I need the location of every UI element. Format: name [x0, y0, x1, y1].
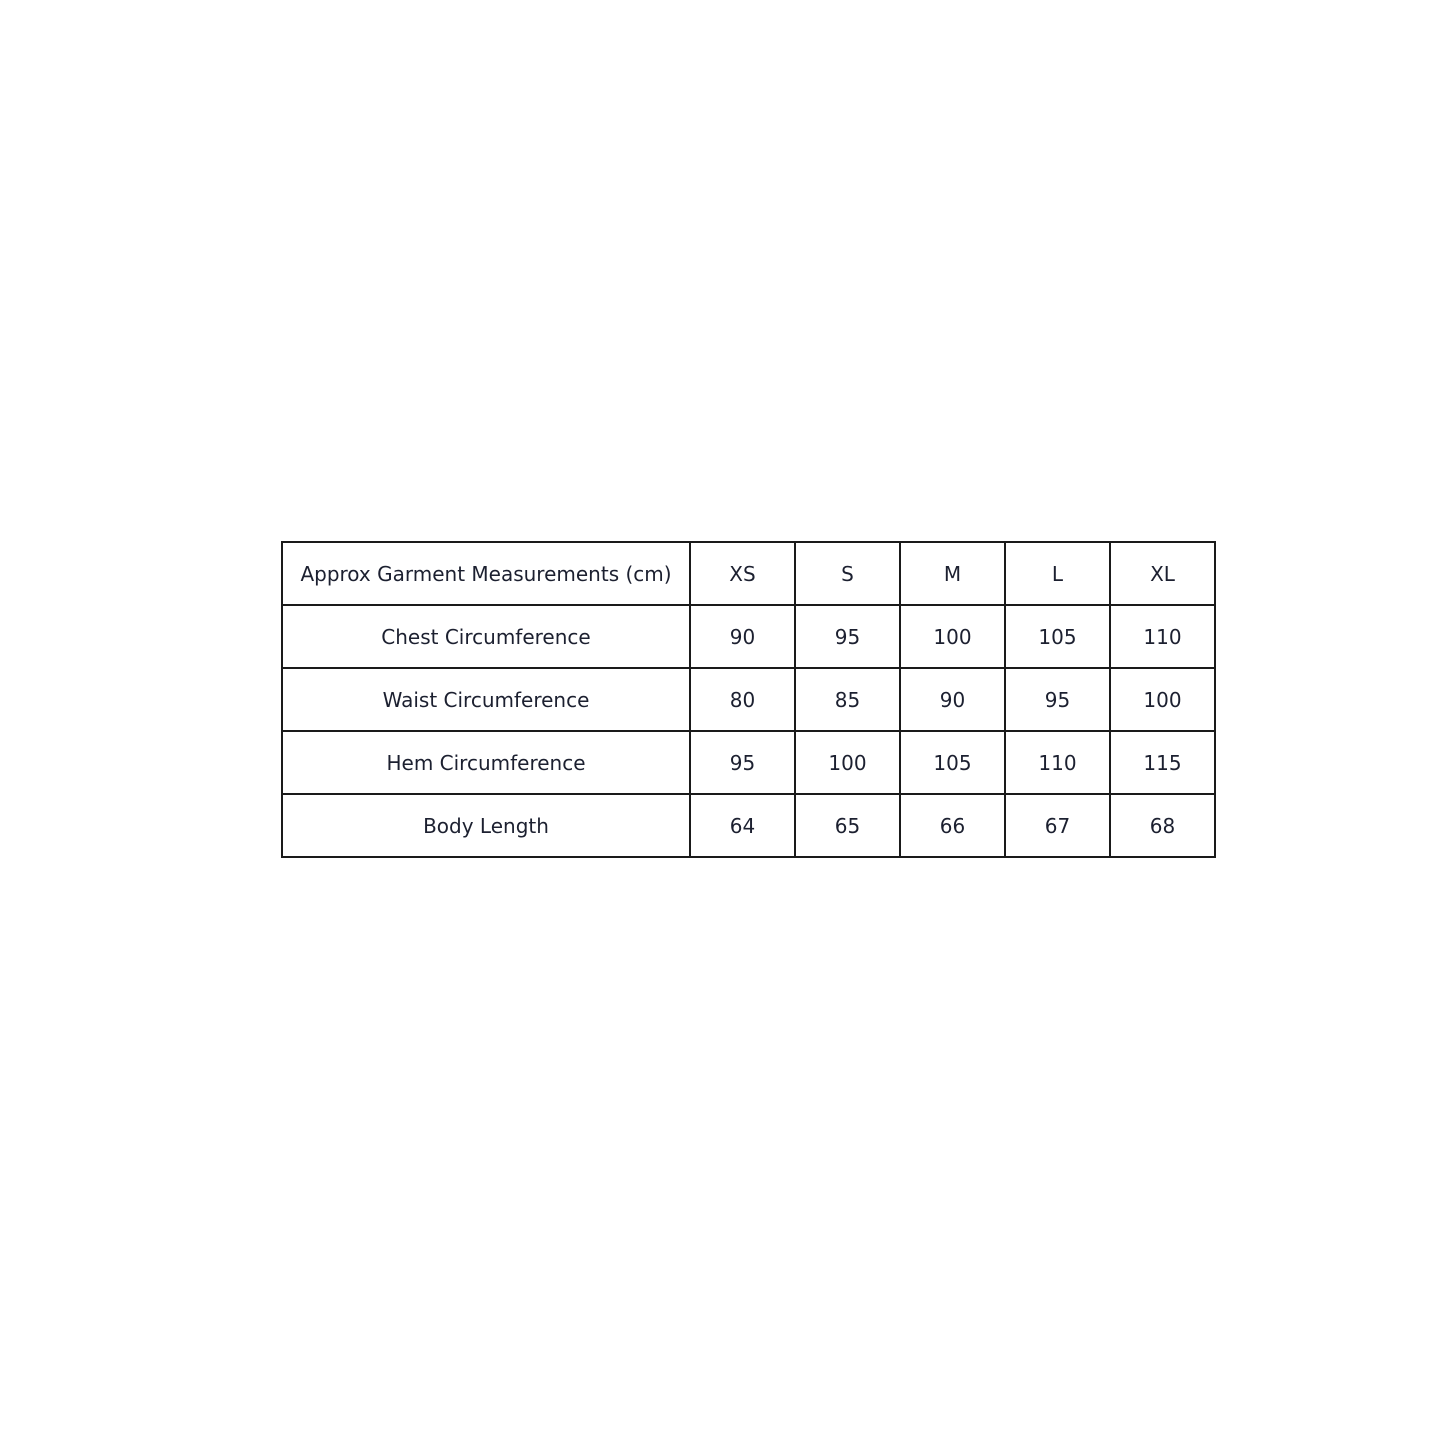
- cell-hem-s: 100: [795, 731, 900, 794]
- column-header-xs: XS: [690, 542, 795, 605]
- table-header-row: [282, 542, 1215, 605]
- row-label-chest: Chest Circumference: [282, 605, 690, 668]
- table-row-body-length: [282, 794, 1215, 857]
- column-header-l: L: [1005, 542, 1110, 605]
- cell-chest-l: 105: [1005, 605, 1110, 668]
- cell-body-length-m: 66: [900, 794, 1005, 857]
- cell-chest-xs: 90: [690, 605, 795, 668]
- column-header-m: M: [900, 542, 1005, 605]
- cell-waist-l: 95: [1005, 668, 1110, 731]
- cell-body-length-xl: 68: [1110, 794, 1215, 857]
- cell-body-length-s: 65: [795, 794, 900, 857]
- cell-waist-s: 85: [795, 668, 900, 731]
- cell-chest-m: 100: [900, 605, 1005, 668]
- cell-chest-xl: 110: [1110, 605, 1215, 668]
- row-label-body-length: Body Length: [282, 794, 690, 857]
- cell-hem-m: 105: [900, 731, 1005, 794]
- table-row-waist: [282, 668, 1215, 731]
- column-header-s: S: [795, 542, 900, 605]
- cell-waist-xs: 80: [690, 668, 795, 731]
- table-row-chest: [282, 605, 1215, 668]
- table-title-cell: Approx Garment Measurements (cm): [282, 542, 690, 605]
- cell-hem-l: 110: [1005, 731, 1110, 794]
- cell-waist-xl: 100: [1110, 668, 1215, 731]
- cell-chest-s: 95: [795, 605, 900, 668]
- column-header-xl: XL: [1110, 542, 1215, 605]
- size-chart-table: [281, 541, 1216, 858]
- cell-hem-xs: 95: [690, 731, 795, 794]
- cell-waist-m: 90: [900, 668, 1005, 731]
- row-label-hem: Hem Circumference: [282, 731, 690, 794]
- row-label-waist: Waist Circumference: [282, 668, 690, 731]
- cell-hem-xl: 115: [1110, 731, 1215, 794]
- cell-body-length-xs: 64: [690, 794, 795, 857]
- table-row-hem: [282, 731, 1215, 794]
- cell-body-length-l: 67: [1005, 794, 1110, 857]
